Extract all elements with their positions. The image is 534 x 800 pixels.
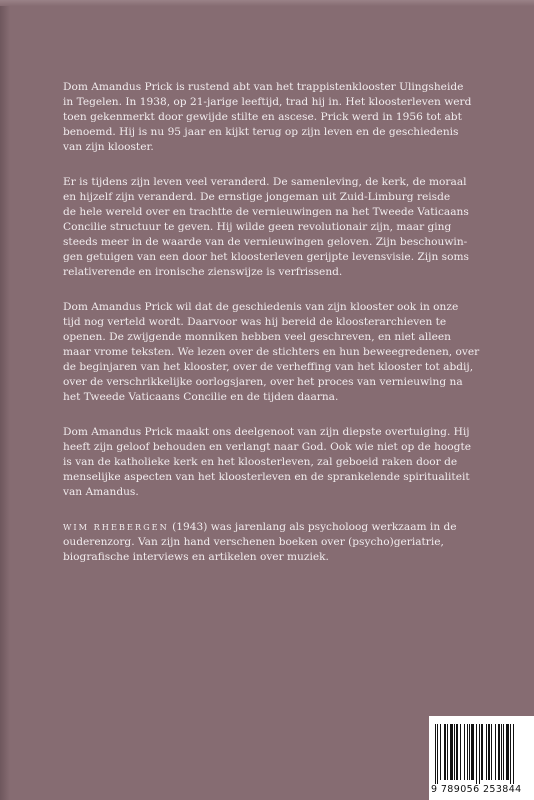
barcode-bar [491,724,492,780]
barcode-bar [510,724,511,784]
author-bio [63,520,510,565]
barcode-bar [437,724,438,784]
barcode-icon [433,724,531,784]
barcode-bar [481,724,483,780]
barcode-bar [467,724,468,780]
barcode-bar [513,724,514,784]
top-edge [0,0,534,6]
barcode-bar [479,724,480,784]
barcode-bar [454,724,455,780]
isbn-digits: 9 789056 253844 [431,784,522,795]
barcode-bar [503,724,504,780]
barcode-bar [450,724,453,780]
blurb-text [63,80,510,576]
barcode-bar [501,724,502,780]
blurb-paragraph-2: Er is tijdens zijn leven veel veranderd. De samenleving, de kerk, de moraal en hijzelf zijn veranderd. De ernstige jongeman uit Zuid-Limburg reisde de hele wereld over en trachtte de vernieuwingen na het Tweede Vaticaans Concilie structuur te geven. Hij wilde geen revolutionair zijn, maar ging steeds meer in de waarde van de vernieuwingen geloven. Zijn beschouwin- gen getuigen van een door het kloosterleven gerijpte levensvisie. Zijn soms relativerende en ironische zienswijze is verfrissend. [63,176,469,278]
barcode-bar [440,724,441,780]
author-name: WIM RHEBERGEN [63,522,169,532]
barcode-bar [456,724,458,780]
barcode-bar [444,724,446,780]
barcode-bar [435,724,436,784]
barcode-bar [498,724,500,780]
barcode-bar [471,724,474,780]
barcode-bar [464,724,465,780]
barcode-bar [476,724,477,784]
barcode-bar [460,724,461,780]
isbn-barcode [429,716,534,800]
barcode-bar [447,724,448,780]
barcode-bar [488,724,490,780]
blurb-paragraph-1: Dom Amandus Prick is rustend abt van het trappistenklooster Ulingsheide in Tegelen. In 1938, op 21-jarige leeftijd, trad hij in. Het kloosterleven werd toen gekenmerkt door gewijde stilte en ascese. Prick werd in 1956 tot abt benoemd. Hij is nu 95 jaar en kijkt terug op zijn leven en de geschiedenis van zijn klooster. [63,81,472,153]
author-bio-text: (1943) was jarenlang als psycholoog werkzaam in de ouderenzorg. Van zijn hand verschenen boeken over (psycho)geriatrie, biografische interviews en artikelen over muziek. [63,521,457,563]
barcode-bar [469,724,470,780]
barcode-bar [486,724,487,780]
spine-shadow [0,0,10,800]
blurb-paragraph-4: Dom Amandus Prick maakt ons deelgenoot van zijn diepste overtuiging. Hij heeft zijn geloof behouden en verlangt naar God. Ook wie niet op de hoogte is van de katholieke kerk en het kloosterleven, zal geboeid raken door de menselijke aspecten van het kloosterleven en de sprankelende spiritualiteit van Amandus. [63,426,471,498]
barcode-bar [506,724,509,780]
blurb-paragraph-3: Dom Amandus Prick wil dat de geschiedenis van zijn klooster ook in onze tijd nog verteld wordt. Daarvoor was hij bereid de kloosterarchieven te openen. De zwijgende monniken hebben veel geschreven, en niet alleen maar vrome teksten. We lezen over de stichters en hun beweegredenen, over de beginjaren van het klooster, over de verheffing van het klooster tot abdij, over de verschrikkelijke oorlogsjaren, over het proces van vernieuwing na het Tweede Vaticaans Concilie en de tijden daarna. [63,301,480,403]
barcode-bar [495,724,496,780]
